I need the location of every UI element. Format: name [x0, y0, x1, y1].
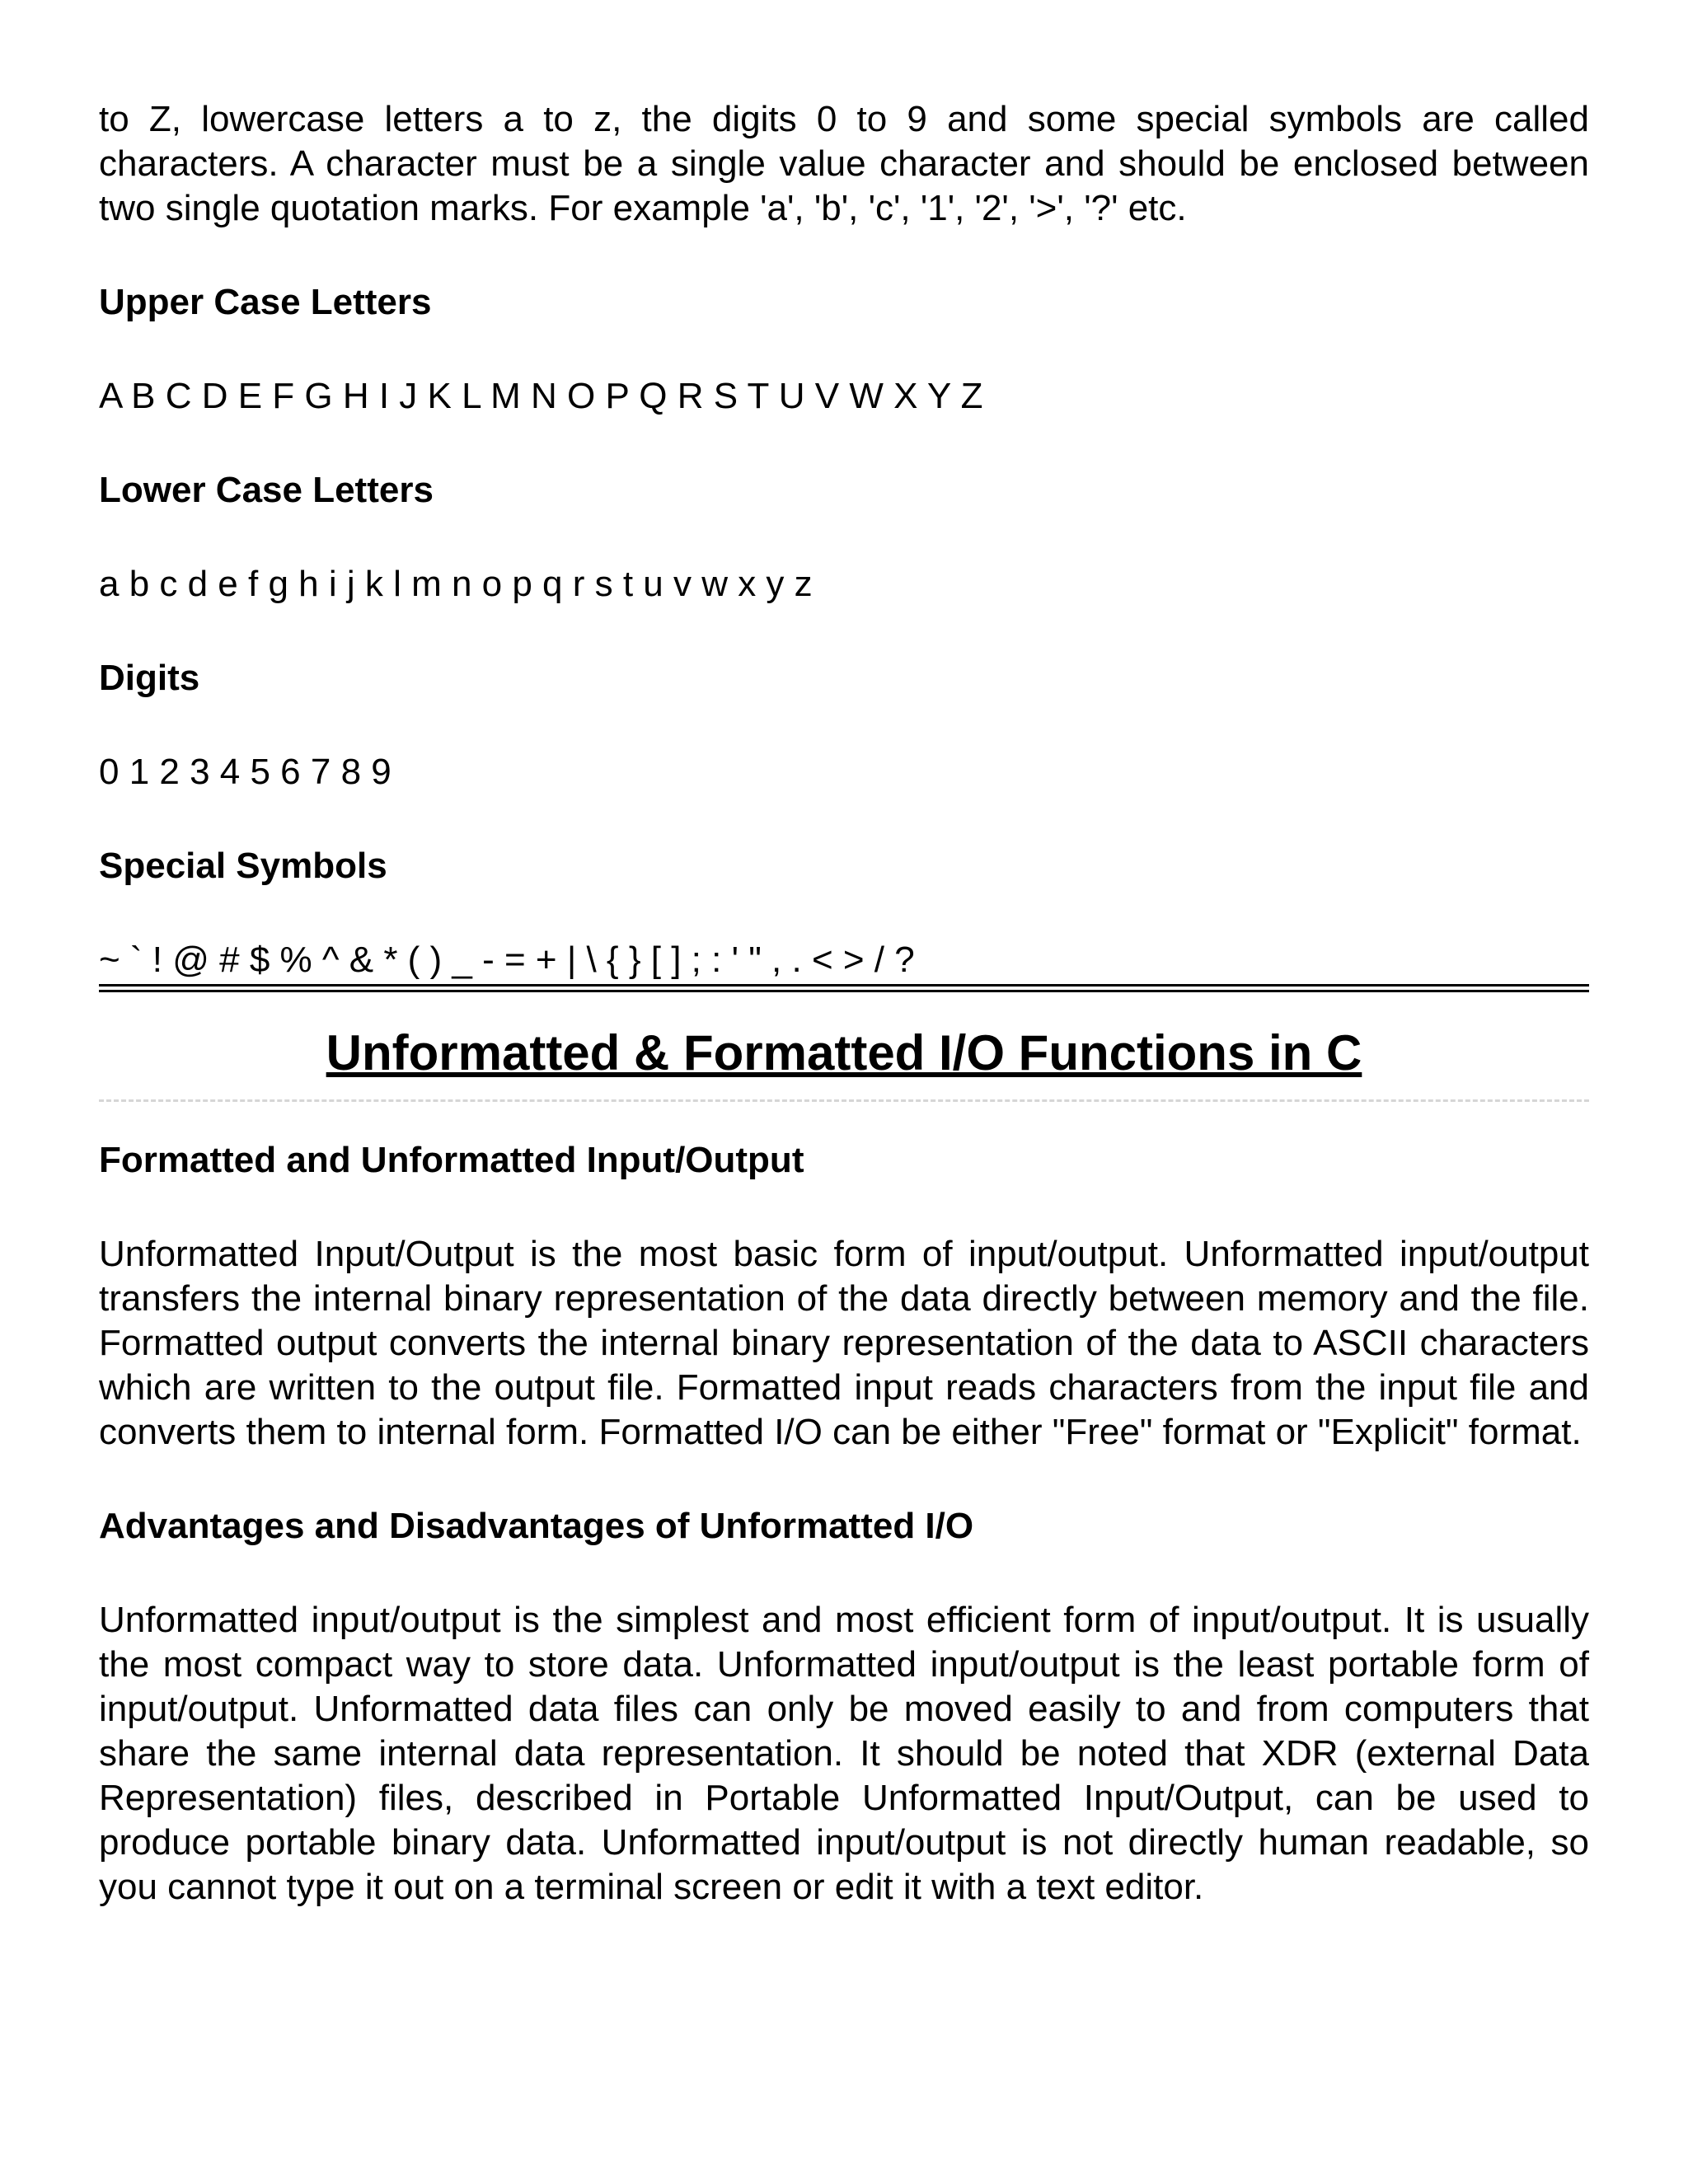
- digits-list: 0 1 2 3 4 5 6 7 8 9: [99, 752, 392, 792]
- upper-case-heading: Upper Case Letters: [99, 282, 432, 322]
- special-symbols-list: ~ ` ! @ # $ % ^ & * ( ) _ - = + | \ { } [ ] ; : ' " , . < > / ?: [99, 940, 915, 980]
- intro-paragraph: to Z, lowercase letters a to z, the digits 0 to 9 and some special symbols are called characters. A character must be a single value character and should be enclosed between two single quotation marks. For example 'a', 'b', 'c', '1', '2', '>', '?' etc.: [99, 99, 1589, 228]
- upper-case-letters: A B C D E F G H I J K L M N O P Q R S T U V W X Y Z: [99, 376, 983, 416]
- document-page: [99, 97, 1589, 1910]
- formatted-io-heading: Formatted and Unformatted Input/Output: [99, 1140, 804, 1180]
- advantages-heading: Advantages and Disadvantages of Unformatted I/O: [99, 1506, 974, 1546]
- page-title: Unformatted & Formatted I/O Functions in C: [326, 1025, 1362, 1080]
- formatted-io-paragraph: Unformatted Input/Output is the most basic form of input/output. Unformatted input/output transfers the internal binary representation of the data directly between memory and the file. Formatted output converts the internal binary representation of the data to ASCII characters which are written to the output file. Formatted input reads characters from the input file and converts them to internal form. Formatted I/O can be either "Free" format or "Explicit" format.: [99, 1234, 1589, 1452]
- digits-heading: Digits: [99, 658, 200, 698]
- double-divider: [99, 984, 1589, 992]
- advantages-paragraph: Unformatted input/output is the simplest and most efficient form of input/output. It is usually the most compact way to store data. Unformatted input/output is the least portable form of input/output. Unformatted data files can only be moved easily to and from computers that share the same internal data representation. It should be noted that XDR (external Data Representation) files, described in Portable Unformatted Input/Output, can be used to produce portable binary data. Unformatted input/output is not directly human readable, so you cannot type it out on a terminal screen or edit it with a text editor.: [99, 1600, 1589, 1907]
- lower-case-letters: a b c d e f g h i j k l m n o p q r s t u v w x y z: [99, 564, 813, 604]
- lower-case-heading: Lower Case Letters: [99, 470, 434, 510]
- special-symbols-heading: Special Symbols: [99, 846, 387, 886]
